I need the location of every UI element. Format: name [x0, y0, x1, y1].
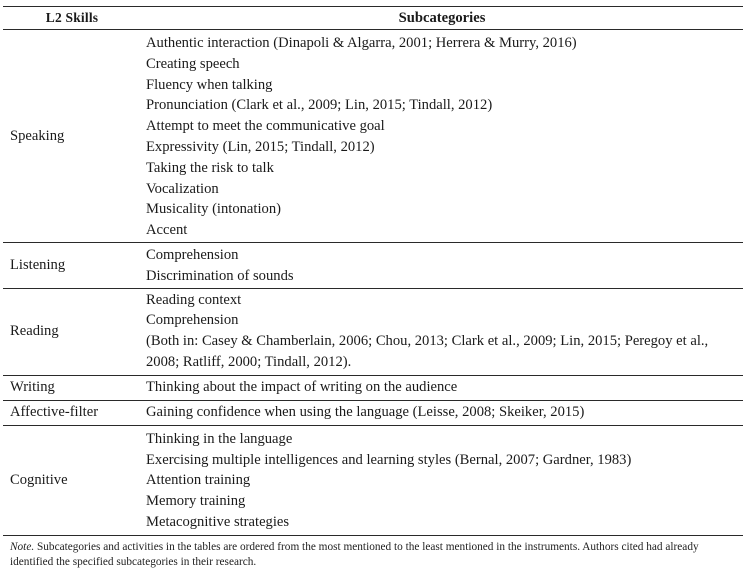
- subcategory-item: Fluency when talking: [146, 76, 273, 93]
- table-row-writing: [3, 375, 743, 400]
- skill-affective-filter: Affective-filter: [3, 400, 141, 425]
- subcategory-item: Musicality (intonation): [146, 201, 281, 218]
- skill-speaking: Speaking: [3, 30, 141, 243]
- subcategories-affective-filter: [141, 400, 743, 425]
- subcategory-item: Discrimination of sounds: [146, 267, 294, 284]
- subcategory-item: Pronunciation (Clark et al., 2009; Lin, 2015; Tindall, 2012): [146, 97, 493, 114]
- subcategory-item: Metacognitive strategies: [146, 513, 290, 530]
- subcategory-item: Authentic interaction (Dinapoli & Algarra, 2001; Herrera & Murry, 2016): [146, 35, 577, 51]
- table-row-cognitive: [3, 425, 743, 535]
- subcategories-writing: [141, 375, 743, 400]
- subcategory-item: Thinking about the impact of writing on the audience: [146, 379, 458, 396]
- skill-writing: Writing: [3, 375, 141, 400]
- note-label: Note.: [10, 540, 35, 553]
- subcategory-item: Gaining confidence when using the language (Leisse, 2008; Skeiker, 2015): [146, 404, 585, 421]
- subcategory-item: Attention training: [146, 472, 251, 489]
- subcategory-item: Thinking in the language: [146, 430, 293, 447]
- subcategory-item: Comprehension: [146, 312, 239, 329]
- note-text: Subcategories and activities in the tables are ordered from the most mentioned to the least mentioned in the instruments. Authors cited had already identified the specified subcategories in their research.: [10, 540, 699, 569]
- subcategory-item: Creating speech: [146, 55, 240, 72]
- header-subcategories: Subcategories: [141, 7, 743, 30]
- table-header-row: [3, 7, 743, 30]
- subcategories-speaking: [141, 30, 743, 243]
- header-l2-skills: L2 Skills: [3, 7, 141, 30]
- skill-cognitive: Cognitive: [3, 425, 141, 535]
- subcategory-item: Comprehension: [146, 246, 239, 263]
- subcategory-item: Exercising multiple intelligences and learning styles (Bernal, 2007; Gardner, 1983): [146, 451, 632, 468]
- subcategories-reading: [141, 288, 743, 375]
- subcategory-item: Reading context: [146, 291, 242, 308]
- table-row-speaking: [3, 30, 743, 243]
- table-row-listening: [3, 242, 743, 288]
- subcategory-item: Accent: [146, 222, 188, 239]
- skill-reading: Reading: [3, 288, 141, 375]
- table-row-reading: [3, 288, 743, 375]
- table-row-affective-filter: [3, 400, 743, 425]
- subcategory-item: Taking the risk to talk: [146, 159, 274, 176]
- subcategory-item: Vocalization: [146, 180, 219, 197]
- skill-listening: Listening: [3, 242, 141, 288]
- subcategory-item: (Both in: Casey & Chamberlain, 2006; Chou, 2013; Clark et al., 2009; Lin, 2015; Peregoy et al., 2008; Ratliff, 2000; Tindall, 2012).: [146, 333, 709, 370]
- subcategory-item: Expressivity (Lin, 2015; Tindall, 2012): [146, 138, 375, 155]
- l2-skills-table: [3, 6, 743, 536]
- subcategories-cognitive: [141, 425, 743, 535]
- document-page: [3, 6, 743, 571]
- subcategory-item: Attempt to meet the communicative goal: [146, 118, 385, 135]
- subcategories-listening: [141, 242, 743, 288]
- table-note: [3, 540, 743, 571]
- subcategory-item: Memory training: [146, 493, 246, 510]
